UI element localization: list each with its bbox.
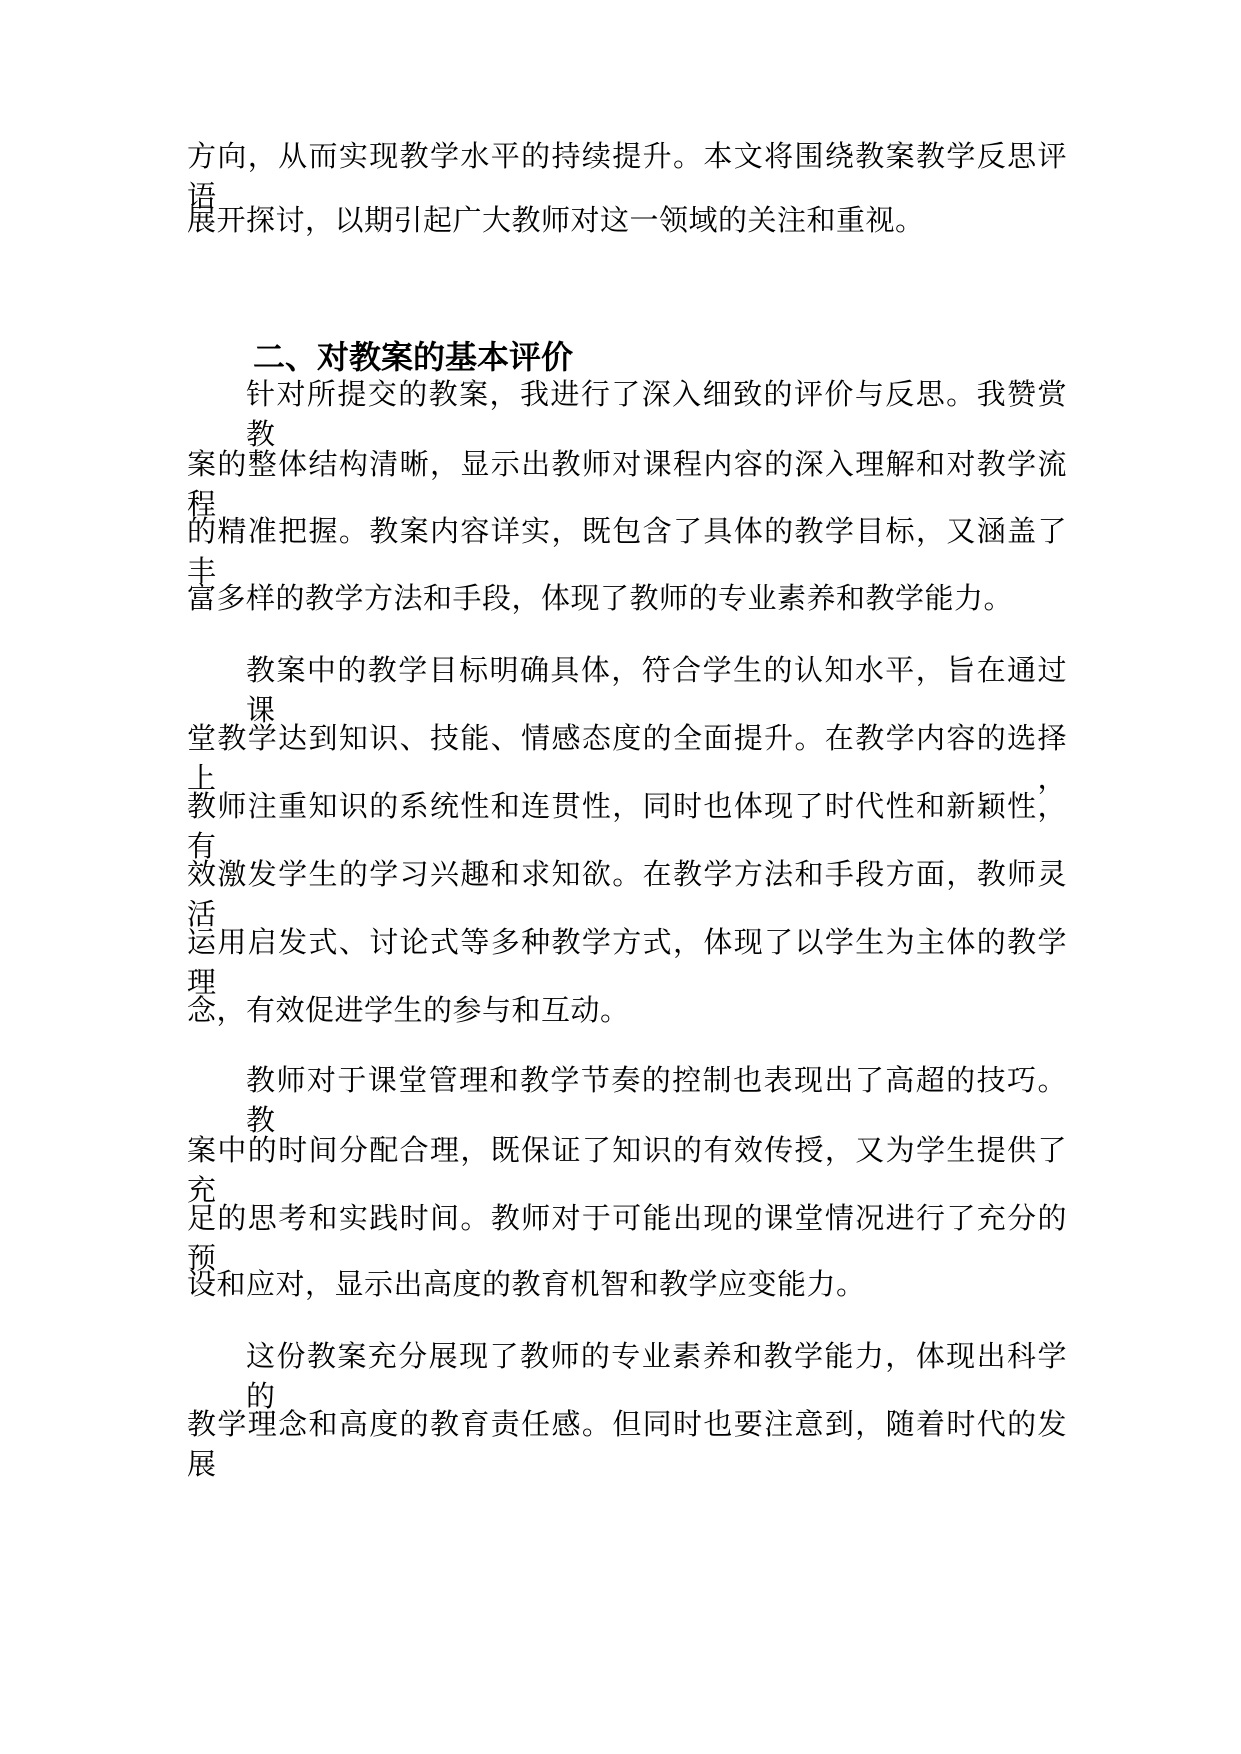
p3-line-1: 教师对于课堂管理和教学节奏的控制也表现出了高超的技巧。教 (246, 1063, 1067, 1137)
p2-line-1: 教案中的教学目标明确具体，符合学生的认知水平，旨在通过课 (246, 653, 1067, 727)
p2-line-2: 堂教学达到知识、技能、情感态度的全面提升。在教学内容的选择上， (187, 721, 1067, 795)
p1-line-3: 的精准把握。教案内容详实，既包含了具体的教学目标，又涵盖了丰 (187, 514, 1067, 588)
p4-line-2: 教学理念和高度的教育责任感。但同时也要注意到，随着时代的发展 (187, 1407, 1067, 1481)
p2-line-3: 教师注重知识的系统性和连贯性，同时也体现了时代性和新颖性，有 (187, 789, 1067, 863)
section-heading: 二、对教案的基本评价 (253, 338, 574, 376)
p1-line-4: 富多样的教学方法和手段，体现了教师的专业素养和教学能力。 (187, 581, 1014, 615)
p4-line-1: 这份教案充分展现了教师的专业素养和教学能力，体现出科学的 (246, 1339, 1067, 1413)
p1-line-1: 针对所提交的教案，我进行了深入细致的评价与反思。我赞赏教 (246, 377, 1067, 451)
p2-line-5: 运用启发式、讨论式等多种教学方式，体现了以学生为主体的教学理 (187, 925, 1067, 999)
p2-line-4: 效激发学生的学习兴趣和求知欲。在教学方法和手段方面，教师灵活 (187, 857, 1067, 931)
intro-line-2: 展开探讨，以期引起广大教师对这一领域的关注和重视。 (187, 203, 925, 237)
p3-line-2: 案中的时间分配合理，既保证了知识的有效传授，又为学生提供了充 (187, 1133, 1067, 1207)
p3-line-4: 设和应对，显示出高度的教育机智和教学应变能力。 (187, 1267, 866, 1301)
intro-line-1: 方向，从而实现教学水平的持续提升。本文将围绕教案教学反思评语 (187, 139, 1067, 213)
p3-line-3: 足的思考和实践时间。教师对于可能出现的课堂情况进行了充分的预 (187, 1201, 1067, 1275)
p2-line-6: 念，有效促进学生的参与和互动。 (187, 993, 630, 1027)
p1-line-2: 案的整体结构清晰，显示出教师对课程内容的深入理解和对教学流程 (187, 447, 1067, 521)
